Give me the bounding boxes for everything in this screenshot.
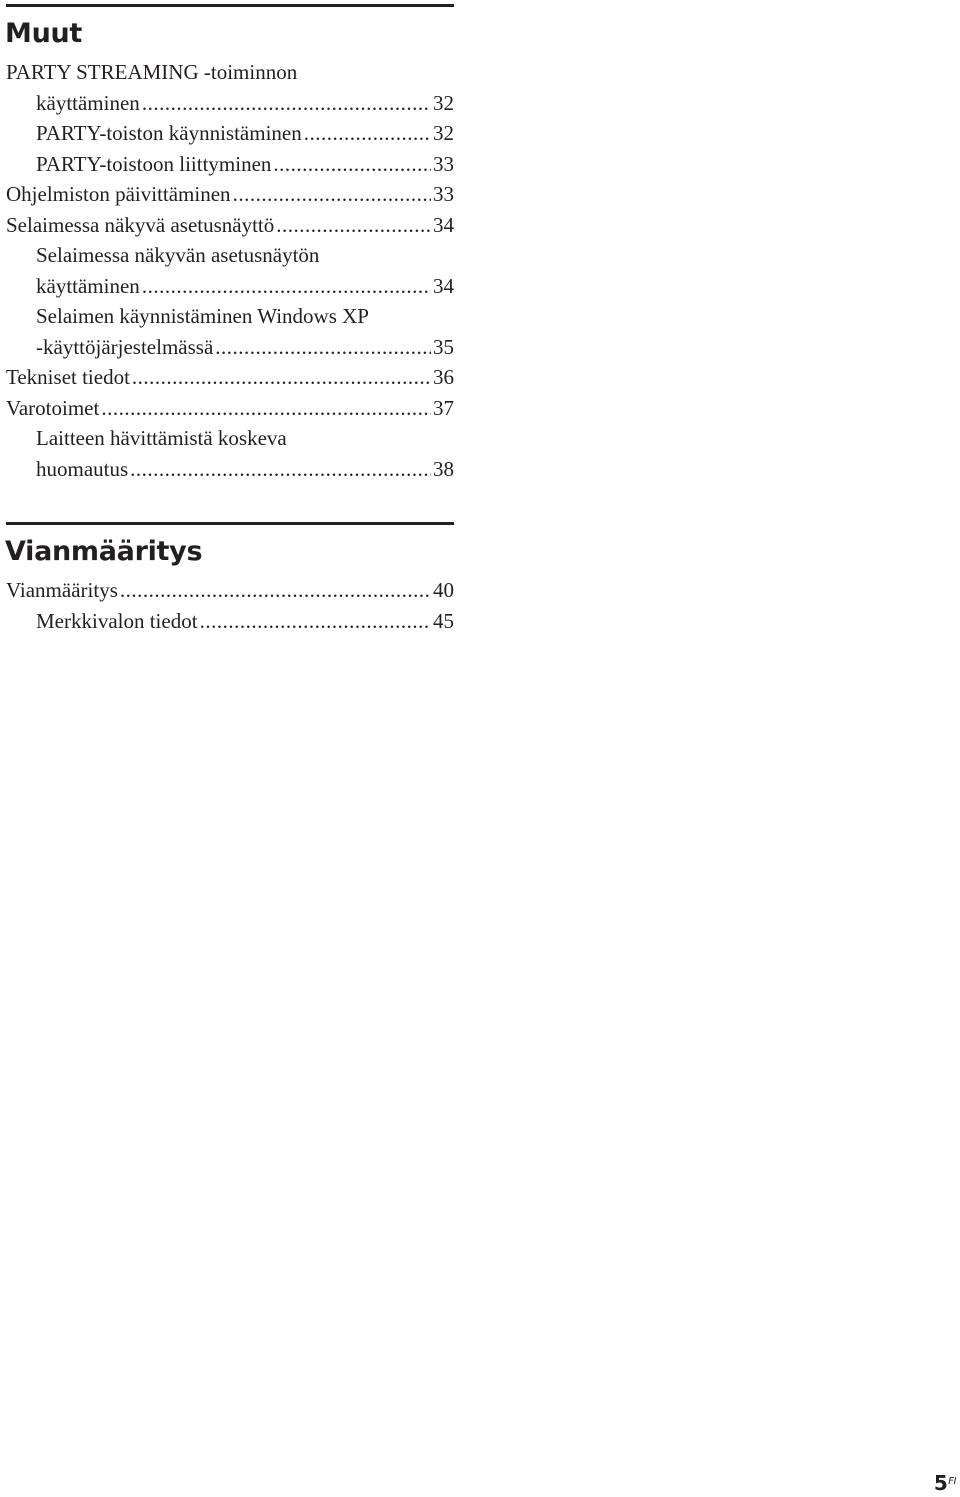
table-of-contents xyxy=(6,4,454,636)
toc-page-number: 36 xyxy=(433,365,454,389)
toc-section-muut xyxy=(6,4,454,484)
dot-leader xyxy=(198,606,431,637)
toc-entry[interactable] xyxy=(6,575,454,606)
dot-leader xyxy=(231,179,431,210)
toc-page-number: 45 xyxy=(433,608,454,633)
language-code: FI xyxy=(948,1476,956,1487)
section-title: Vianmääritys xyxy=(5,536,203,567)
toc-entry[interactable] xyxy=(6,57,454,118)
dot-leader xyxy=(99,393,431,424)
toc-entry-title-continued: käyttäminen xyxy=(36,90,140,115)
toc-entry-title: Ohjelmiston päivittäminen xyxy=(6,182,231,206)
toc-entry-title-continued: huomautus xyxy=(36,456,129,481)
toc-entry-title-continued: -käyttöjärjestelmässä xyxy=(36,334,214,359)
toc-list xyxy=(6,57,454,484)
toc-entry-title: Selaimen käynnistäminen Windows XP xyxy=(36,304,369,328)
toc-entry[interactable] xyxy=(6,423,454,484)
toc-entry-title: PARTY-toiston käynnistäminen xyxy=(36,121,302,145)
toc-page-number: 33 xyxy=(433,182,454,206)
toc-list xyxy=(6,575,454,636)
toc-section-vianmaaritys xyxy=(6,522,454,636)
toc-page-number: 34 xyxy=(433,273,454,298)
toc-entry[interactable] xyxy=(6,393,454,424)
toc-page-number: 32 xyxy=(433,121,454,145)
toc-entry-title: PARTY-toistoon liittyminen xyxy=(36,151,272,176)
section-title: Muut xyxy=(5,18,83,49)
toc-entry-title: Selaimessa näkyvä asetusnäyttö xyxy=(6,212,275,237)
toc-entry-title: Selaimessa näkyvän asetusnäytön xyxy=(36,243,320,267)
toc-page-number: 37 xyxy=(433,395,454,420)
toc-entry-title: Laitteen hävittämistä koskeva xyxy=(36,426,287,450)
toc-entry-title: Varotoimet xyxy=(6,395,100,420)
section-spacer xyxy=(6,484,454,522)
dot-leader xyxy=(274,210,431,241)
toc-page-number: 40 xyxy=(433,578,454,602)
toc-entry[interactable] xyxy=(6,149,454,180)
toc-entry[interactable] xyxy=(6,606,454,637)
toc-entry[interactable] xyxy=(6,179,454,210)
section-divider xyxy=(6,522,454,525)
dot-leader xyxy=(302,118,431,149)
toc-entry-title: Tekniset tiedot xyxy=(6,365,130,389)
dot-leader xyxy=(130,362,431,393)
toc-entry[interactable] xyxy=(6,362,454,393)
section-divider xyxy=(6,4,454,7)
toc-page-number: 38 xyxy=(433,456,454,481)
toc-entry-title: PARTY STREAMING -toiminnon xyxy=(6,60,298,84)
toc-page-number: 33 xyxy=(433,151,454,176)
page-number xyxy=(934,1473,956,1493)
toc-entry-title: Merkkivalon tiedot xyxy=(36,608,198,633)
toc-entry-title: Vianmääritys xyxy=(6,578,118,602)
toc-entry[interactable] xyxy=(6,301,454,362)
toc-entry[interactable] xyxy=(6,210,454,241)
toc-entry-title-continued: käyttäminen xyxy=(36,273,140,298)
dot-leader xyxy=(128,454,431,485)
dot-leader xyxy=(140,271,431,302)
toc-entry[interactable] xyxy=(6,118,454,149)
dot-leader xyxy=(118,575,431,606)
dot-leader xyxy=(140,88,431,119)
toc-page-number: 34 xyxy=(433,212,454,237)
toc-page-number: 35 xyxy=(433,334,454,359)
toc-entry[interactable] xyxy=(6,240,454,301)
toc-page-number: 32 xyxy=(433,90,454,115)
page-number-value: 5 xyxy=(933,1471,948,1495)
dot-leader xyxy=(213,332,431,363)
dot-leader xyxy=(271,149,431,180)
